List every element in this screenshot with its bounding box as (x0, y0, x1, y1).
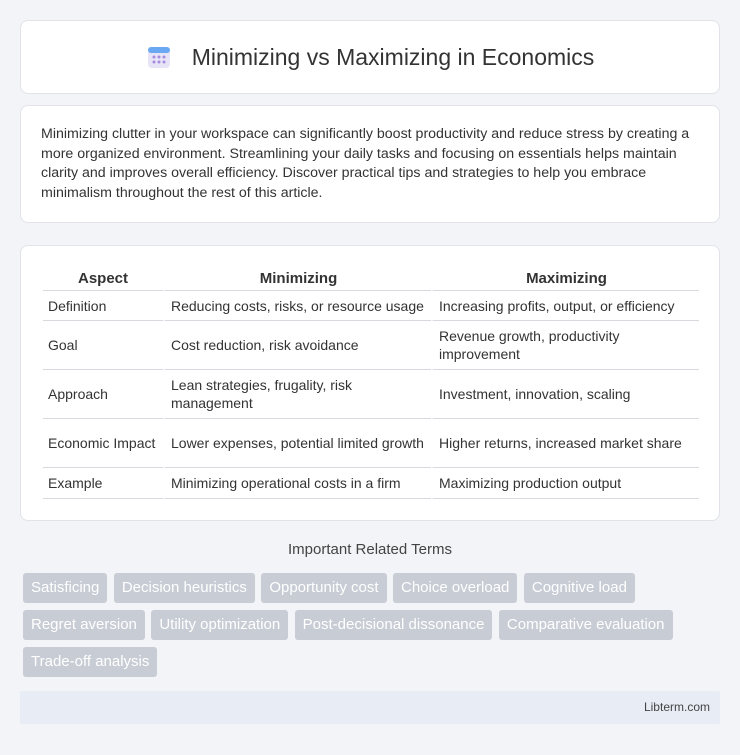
intro-card (20, 105, 720, 223)
comparison-table-card (20, 245, 720, 521)
title-card (20, 20, 720, 94)
term-tag[interactable]: Satisficing (23, 573, 107, 603)
term-tag[interactable]: Post-decisional dissonance (295, 610, 493, 640)
table-cell: Lower expenses, potential limited growth (163, 419, 431, 468)
footer-site-link[interactable]: Libterm.com (643, 700, 710, 714)
term-tag[interactable]: Trade-off analysis (23, 647, 157, 677)
table-row (43, 468, 699, 499)
table-row (43, 370, 699, 419)
term-tag[interactable]: Regret aversion (23, 610, 145, 640)
table-cell: Reducing costs, risks, or resource usage (163, 291, 431, 321)
table-cell: Revenue growth, productivity improvement (431, 321, 699, 370)
term-tag[interactable]: Choice overload (393, 573, 517, 603)
related-terms-list (23, 573, 723, 684)
term-tag[interactable]: Opportunity cost (261, 573, 386, 603)
intro-text: Minimizing clutter in your workspace can significantly boost productivity and reduce stress by creating a more organized environment. Streamlining your daily tasks and focusing on essentials helps maintain clarity and improves overall efficiency. Discover practical tips and strategies to help you embrace minimalism throughout the rest of this article. (41, 126, 690, 201)
comparison-table (43, 264, 699, 499)
table-row (43, 419, 699, 468)
table-row (43, 321, 699, 370)
term-tag[interactable]: Cognitive load (524, 573, 635, 603)
table-cell: Economic Impact (43, 419, 163, 468)
table-cell: Higher returns, increased market share (431, 419, 699, 468)
header-maximizing: Maximizing (431, 264, 699, 291)
table-row (43, 291, 699, 321)
table-cell: Increasing profits, output, or efficiency (431, 291, 699, 321)
table-header-row (43, 264, 699, 291)
header-aspect: Aspect (43, 264, 163, 291)
term-tag[interactable]: Comparative evaluation (499, 610, 673, 640)
table-cell: Maximizing production output (431, 468, 699, 499)
table-cell: Definition (43, 291, 163, 321)
table-cell: Lean strategies, frugality, risk management (163, 370, 431, 419)
header-minimizing: Minimizing (163, 264, 431, 291)
table-cell: Goal (43, 321, 163, 370)
related-terms-title: Important Related Terms (288, 541, 452, 558)
table-cell: Approach (43, 370, 163, 419)
table-cell: Example (43, 468, 163, 499)
page-title: Minimizing vs Maximizing in Economics (191, 43, 595, 70)
table-cell: Minimizing operational costs in a firm (163, 468, 431, 499)
footer (20, 691, 720, 724)
calendar-icon (146, 44, 172, 70)
term-tag[interactable]: Decision heuristics (114, 573, 255, 603)
table-cell: Investment, innovation, scaling (431, 370, 699, 419)
table-cell: Cost reduction, risk avoidance (163, 321, 431, 370)
term-tag[interactable]: Utility optimization (151, 610, 288, 640)
